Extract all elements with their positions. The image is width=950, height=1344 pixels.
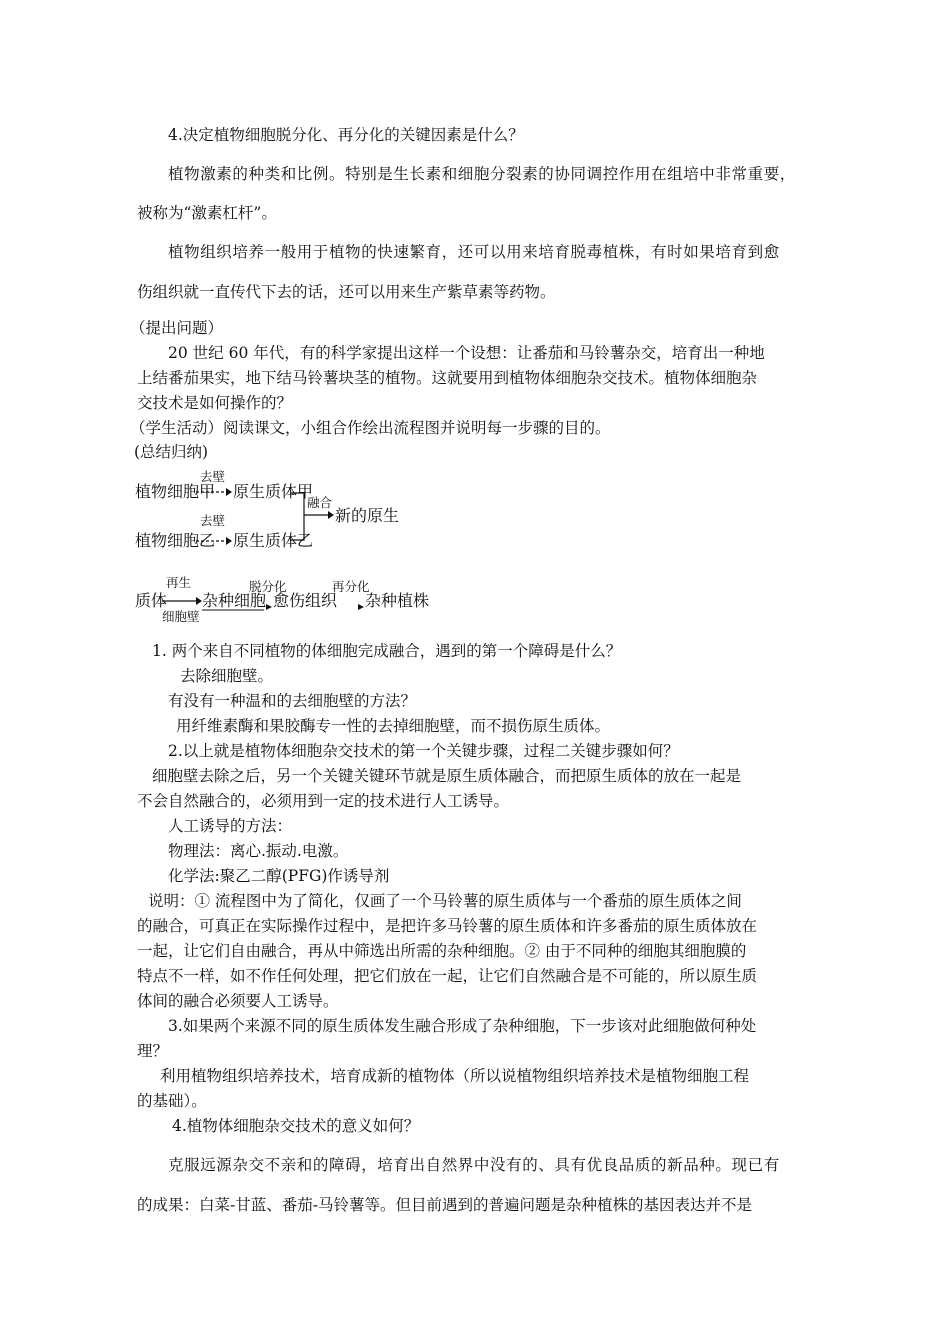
answer-4-line-1: 植物激素的种类和比例。特别是生长素和细胞分裂素的协同调控作用在组培中非常重要，: [168, 165, 796, 183]
followup-3-line-1: 3.如果两个来源不同的原生质体发生融合形成了杂种细胞，下一步该对此细胞做何种处: [168, 1017, 757, 1035]
scientist-paragraph-line-1: 20 世纪 60 年代，有的科学家提出这样一个设想：让番茄和马铃薯杂交，培育出一种地: [168, 344, 765, 362]
arrow-icon: [328, 511, 334, 519]
somatic-hybridization-flowchart: [132, 466, 432, 636]
arrow-icon: [266, 604, 272, 610]
usage-paragraph-line-1: 植物组织培养一般用于植物的快速繁育，还可以用来培育脱毒植株，有时如果培育到愈: [168, 243, 780, 261]
note-line-4: 特点不一样，如不作任何处理，把它们放在一起，让它们自然融合是不可能的，所以原生质: [137, 967, 758, 985]
followup-1-answer-2: 用纤维素酶和果胶酶专一性的去掉细胞壁，而不损伤原生质体。: [176, 717, 611, 735]
followup-1-answer: 去除细胞壁。: [180, 667, 274, 685]
arrow-icon: [358, 604, 364, 610]
fusion-step: 融合: [307, 495, 333, 510]
chemical-method: 化学法:聚乙二醇(PFG)作诱导剂: [168, 867, 390, 885]
callus-label: 愈伤组织: [273, 591, 338, 610]
new-protoplast-label-cont: 质体: [135, 591, 168, 610]
note-line-1: 说明：① 流程图中为了简化，仅画了一个马铃薯的原生质体与一个番茄的原生质体之间: [148, 892, 742, 910]
question-4: 4.决定植物细胞脱分化、再分化的关键因素是什么？: [168, 126, 524, 144]
new-protoplast-label: 新的原生: [335, 506, 400, 525]
induction-methods: 人工诱导的方法：: [168, 817, 293, 835]
protoplast-b-label: 原生质体乙: [233, 531, 314, 550]
followup-2: 2.以上就是植物体细胞杂交技术的第一个关键步骤，过程二关键步骤如何？: [168, 742, 679, 760]
arrow-icon: [226, 488, 232, 496]
followup-3-answer-line-2: 的基础）。: [137, 1092, 207, 1110]
protoplast-a-label: 原生质体甲: [233, 482, 314, 501]
student-activity: （学生活动）阅读课文，小组合作绘出流程图并说明每一步骤的目的。: [130, 419, 611, 437]
summary-heading: (总结归纳): [134, 443, 209, 461]
arrow-icon: [226, 537, 232, 545]
hybrid-plant-label: 杂种植株: [365, 591, 430, 610]
note-line-5: 体间的融合必须要人工诱导。: [137, 992, 339, 1010]
followup-1: 1. 两个来自不同植物的体细胞完成融合，遇到的第一个障碍是什么？: [152, 642, 622, 660]
physical-method: 物理法：离心.振动.电激。: [168, 842, 349, 860]
followup-1-question-2: 有没有一种温和的去细胞壁的方法？: [168, 692, 417, 710]
answer-4-line-2: 被称为“激素杠杆”。: [137, 204, 277, 222]
cell-b-label: 植物细胞乙: [135, 531, 216, 550]
hybrid-cell-label: 杂种细胞: [202, 591, 267, 610]
regenerate-step-wall: 细胞壁: [162, 609, 200, 624]
usage-paragraph-line-2: 伤组织就一直传代下去的话，还可以用来生产紫草素等药物。: [137, 283, 556, 301]
followup-2-answer-line-2: 不会自然融合的，必须用到一定的技术进行人工诱导。: [137, 792, 510, 810]
dedifferentiation-step: 脱分化: [249, 579, 287, 594]
followup-3-line-2: 理？: [137, 1042, 169, 1060]
cell-a-label: 植物细胞甲: [135, 482, 216, 501]
followup-2-answer-line-1: 细胞壁去除之后，另一个关键关键环节就是原生质体融合，而把原生质体的放在一起是: [152, 767, 742, 785]
followup-3-answer-line-1: 利用植物组织培养技术，培育成新的植物体（所以说植物组织培养技术是植物细胞工程: [160, 1067, 750, 1085]
remove-wall-step-a: 去壁: [200, 469, 226, 484]
followup-4: 4.植物体细胞杂交技术的意义如何？: [172, 1117, 420, 1135]
remove-wall-step-b: 去壁: [200, 513, 226, 528]
note-line-3: 一起，让它们自由融合，再从中筛选出所需的杂种细胞。② 由于不同种的细胞其细胞膜的: [137, 942, 747, 960]
note-line-2: 的融合，可真正在实际操作过程中，是把许多马铃薯的原生质体和许多番茄的原生质体放在: [137, 917, 758, 935]
redifferentiation-step: 再分化: [332, 579, 370, 594]
followup-4-answer-line-2: 的成果：白菜-甘蓝、番茄-马铃薯等。但目前遇到的普遍问题是杂种植株的基因表达并不是: [137, 1196, 752, 1214]
scientist-paragraph-line-2: 上结番茄果实，地下结马铃薯块茎的植物。这就要用到植物体细胞杂交技术。植物体细胞杂: [137, 369, 758, 387]
scientist-paragraph-line-3: 交技术是如何操作的？: [137, 394, 293, 412]
regenerate-step: 再生: [166, 575, 192, 590]
followup-4-answer-line-1: 克服远源杂交不亲和的障碍，培育出自然界中没有的、具有优良品质的新品种。现已有: [168, 1156, 780, 1174]
raise-question-heading: （提出问题）: [130, 319, 224, 337]
